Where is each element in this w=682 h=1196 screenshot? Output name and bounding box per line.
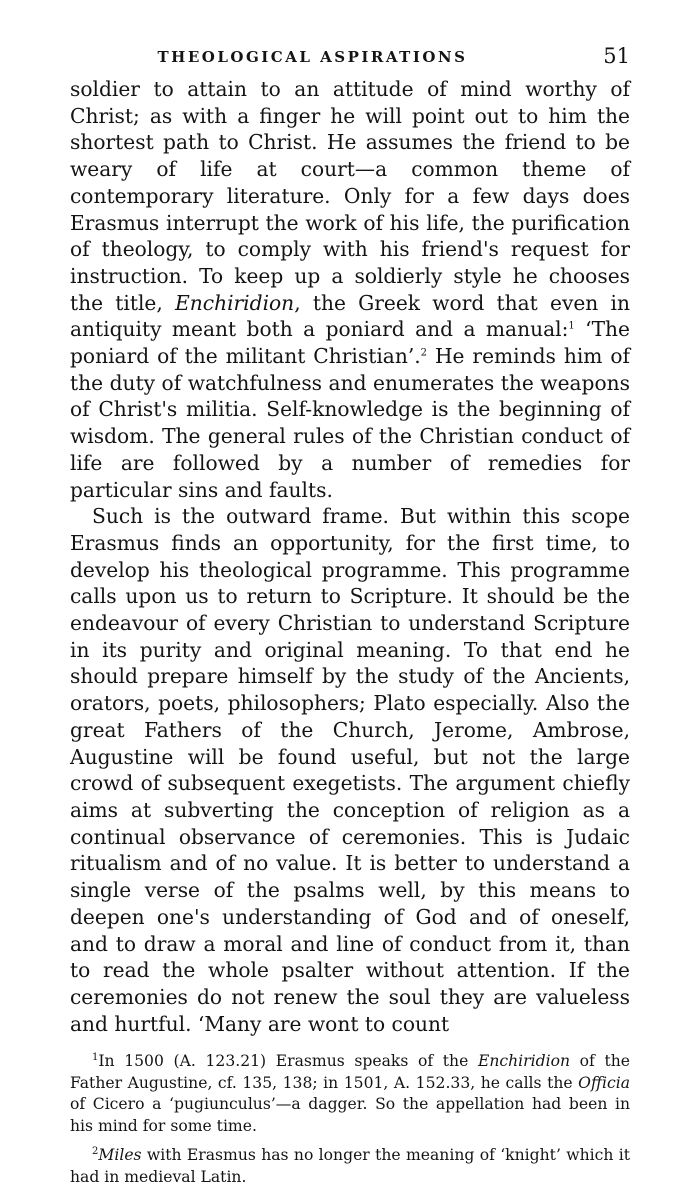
footnote-1-text-b: of the Father Augustine, cf. 135, 138; in 1501, A. 152.33, he calls the	[70, 1052, 630, 1092]
footnote-1	[70, 1051, 630, 1137]
footnote-1-italic-enchiridion: Enchiridion	[477, 1052, 571, 1071]
body-text	[70, 76, 630, 1037]
footnote-1-text-c: of Cicero a ‘pugiunculus’—a dagger. So the appellation had been in his mind for some time.	[70, 1095, 630, 1135]
paragraph-1	[70, 76, 630, 503]
footnote-1-marker: 1	[92, 1052, 99, 1064]
footnote-ref-1: 1	[568, 320, 575, 332]
footnote-2	[70, 1145, 630, 1188]
enchiridion-title: Enchiridion	[175, 290, 295, 315]
footnotes	[70, 1051, 630, 1188]
book-page	[70, 0, 630, 1196]
footnote-1-text-a: In 1500 (A. 123.21) Erasmus speaks of the	[98, 1052, 478, 1071]
paragraph-1-text-a: soldier to attain to an attitude of mind worthy of Christ; as with a finger he will point out to him the shortest path to Christ. He assumes the friend to be weary of life at court—a common theme of contemporary literature. Only for a few days does Erasmus interrupt the work of his life, the purification of theology, to comply with his friend's request for instruction. To keep up a soldierly style he chooses the title,	[70, 77, 630, 315]
page-number: 51	[603, 44, 630, 68]
footnote-2-italic-miles: Miles	[98, 1146, 142, 1165]
paragraph-1-text-b: , the Greek word that even in antiquity meant both a poniard and a manual:	[70, 290, 630, 342]
footnote-1-italic-officia: Officia	[578, 1073, 630, 1092]
paragraph-1-text-d: He reminds him of the duty of watchfulness and enumerates the weapons of Christ's militia. Self-knowledge is the beginning of wisdom. The general rules of the Christian conduct of life are followed by a number of remedies for particular sins and faults.	[70, 344, 630, 502]
footnote-ref-2: 2	[420, 347, 428, 359]
paragraph-1-text-c: ‘The poniard of the militant Christian’.	[70, 317, 630, 369]
paragraph-2: Such is the outward frame. But within this scope Erasmus finds an opportunity, for the first time, to develop his theological programme. This programme calls upon us to return to Scripture. It should be the endeavour of every Christian to understand Scripture in its purity and original meaning. To that end he should prepare himself by the study of the Ancients, orators, poets, philosophers; Plato especially. Also the great Fathers of the Church, Jerome, Ambrose, Augustine will be found useful, but not the large crowd of subsequent exegetists. The argument chiefly aims at subverting the conception of religion as a continual observance of ceremonies. This is Judaic ritualism and of no value. It is better to understand a single verse of the psalms well, by this means to deepen one's understanding of God and of oneself, and to draw a moral and line of conduct from it, than to read the whole psalter without attention. If the ceremonies do not renew the soul they are valueless and hurtful. ‘Many are wont to count	[70, 504, 630, 1036]
footnote-2-text-a: with Erasmus has no longer the meaning of ‘knight’ which it had in medieval Latin.	[70, 1146, 630, 1186]
footnote-2-marker: 2	[92, 1146, 99, 1158]
running-title: THEOLOGICAL ASPIRATIONS	[157, 48, 468, 66]
running-head	[70, 0, 630, 76]
